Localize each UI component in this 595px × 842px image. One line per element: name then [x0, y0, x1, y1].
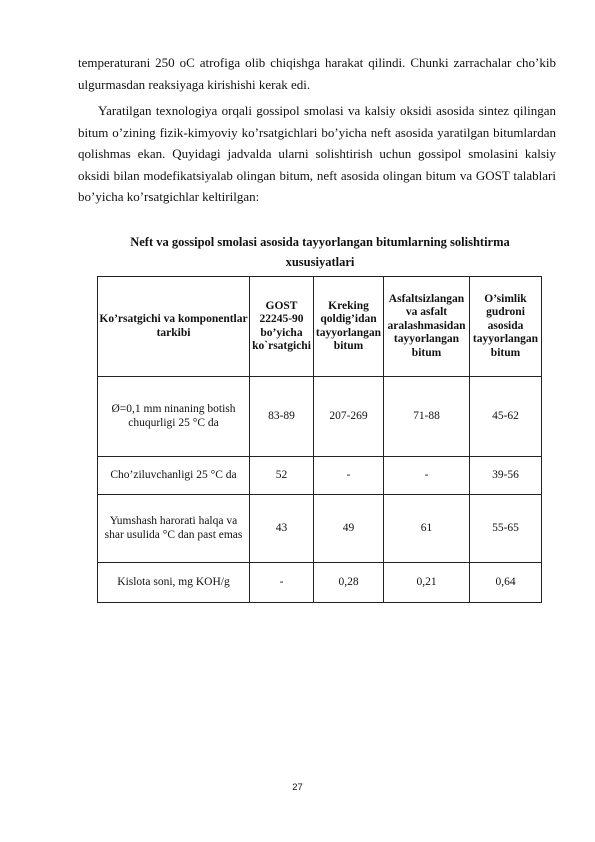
cell-gudron: 45-62	[470, 377, 542, 457]
cell-gost: 52	[250, 457, 314, 495]
cell-asfalt: 61	[384, 495, 470, 563]
row-label: Ø=0,1 mm ninaning botish chuqurligi 25 °C da	[98, 377, 250, 457]
table-row	[98, 495, 542, 563]
table-row	[98, 563, 542, 603]
page-number: 27	[292, 782, 303, 793]
cell-asfalt: -	[384, 457, 470, 495]
row-label: Yumshash harorati halqa va shar usulida °C dan past emas	[98, 495, 250, 563]
table-row	[98, 377, 542, 457]
header-gudron: O’simlik gudroni asosida tayyorlangan bitum	[470, 277, 542, 377]
table-row	[98, 457, 542, 495]
cell-gost: -	[250, 563, 314, 603]
cell-gost: 43	[250, 495, 314, 563]
cell-gudron: 39-56	[470, 457, 542, 495]
cell-gudron: 0,64	[470, 563, 542, 603]
table-caption: Neft va gossipol smolasi asosida tayyorlangan bitumlarning solishtirma xususiyatlari	[130, 235, 510, 269]
row-label: Kislota soni, mg KOH/g	[98, 563, 250, 603]
paragraph-main: Yaratilgan texnologiya orqali gossipol smolasi va kalsiy oksidi asosida sintez qilingan bitum o’zining fizik-kimyoviy ko’rsatgichlari bo’yicha neft asosida yaratilgan bitumlardan qolishmas ekan. Quyidagi jadvalda ularni solishtirish uchun gossipol smolasini kalsiy oksidi bilan modefikatsiyalab olingan bitum, neft asosida olingan bitum va GOST talablari bo’yicha ko’rsatgichlar keltirilgan:	[78, 103, 556, 205]
cell-kreking: 207-269	[314, 377, 384, 457]
header-kreking: Kreking qoldig’idan tayyorlangan bitum	[314, 277, 384, 377]
row-label: Cho’ziluvchanligi 25 °C da	[98, 457, 250, 495]
cell-asfalt: 0,21	[384, 563, 470, 603]
comparison-table	[97, 276, 542, 603]
header-gost: GOST 22245-90 bo’yicha ko`rsatgichi	[250, 277, 314, 377]
cell-kreking: 49	[314, 495, 384, 563]
cell-kreking: 0,28	[314, 563, 384, 603]
cell-kreking: -	[314, 457, 384, 495]
header-asfalt: Asfaltsizlangan va asfalt aralashmasidan tayyorlangan bitum	[384, 277, 470, 377]
paragraph-intro: temperaturani 250 oC atrofiga olib chiqishga harakat qilindi. Chunki zarrachalar cho’kib ulgurmasdan reaksiyaga kirishishi kerak edi.	[78, 55, 556, 92]
cell-gost: 83-89	[250, 377, 314, 457]
cell-gudron: 55-65	[470, 495, 542, 563]
header-indicator: Ko’rsatgichi va komponentlar tarkibi	[98, 277, 250, 377]
table-header-row	[98, 277, 542, 377]
cell-asfalt: 71-88	[384, 377, 470, 457]
